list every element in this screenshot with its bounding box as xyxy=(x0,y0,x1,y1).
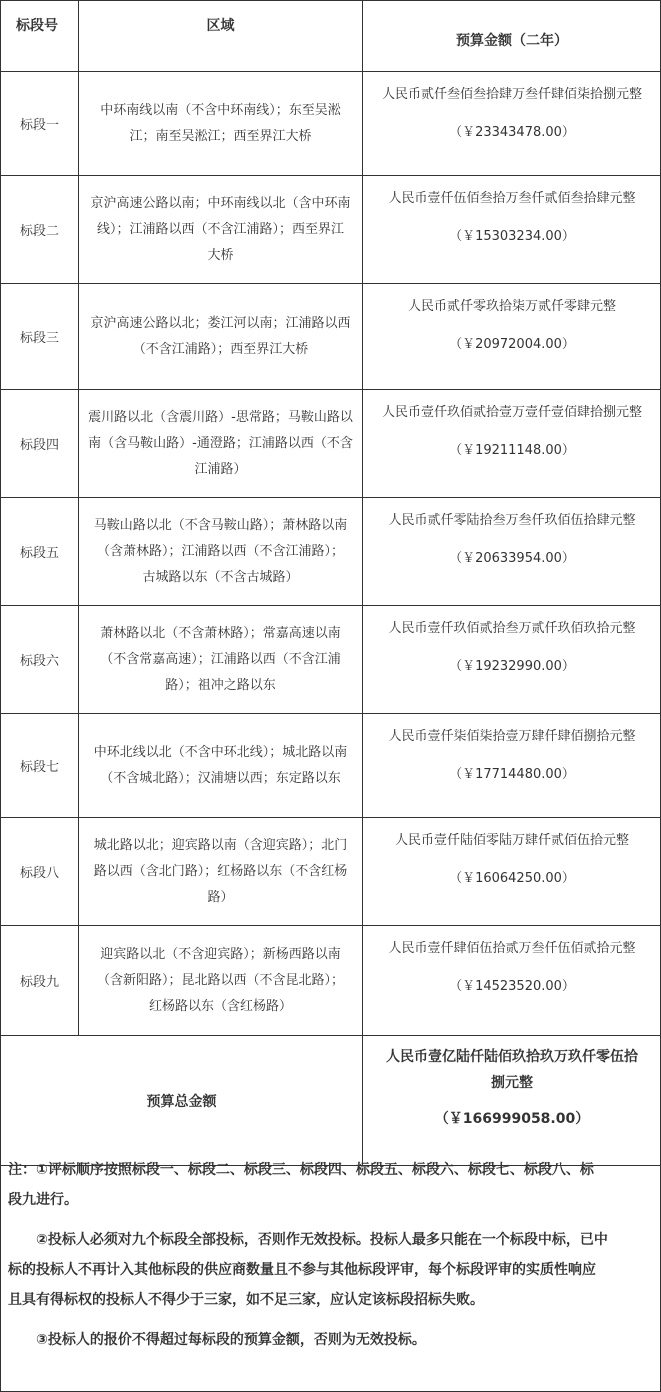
segment-cell: 标段二 xyxy=(1,176,79,284)
note-1-line-1: 注：①评标顺序按照标段一、标段二、标段三、标段四、标段五、标段六、标段七、标段八、标 xyxy=(8,1162,594,1178)
area-line: 古城路以东（不含古城路） xyxy=(142,569,299,585)
area-line: （含萧林路）；江浦路以西（不含江浦路）； xyxy=(96,543,344,559)
note-2-line-2: 标的投标人不再计入其他标段的供应商数量且不参与其他标段评审，每个标段评审的实质性响应 xyxy=(8,1262,596,1278)
budget-cell xyxy=(363,176,661,284)
segment-cell: 标段一 xyxy=(1,72,79,176)
table-row xyxy=(1,498,661,606)
area-line: 萧林路以北（不含萧林路）；常嘉高速以南 xyxy=(100,625,341,641)
table-row xyxy=(1,926,661,1036)
area-line: 中环北线以北（不含中环北线）；城北路以南 xyxy=(93,744,348,760)
total-label: 预算总金额 xyxy=(1,1036,363,1166)
segment-cell: 标段三 xyxy=(1,284,79,390)
table-row xyxy=(1,176,661,284)
note-2 xyxy=(0,1225,661,1315)
header-area: 区域 xyxy=(79,1,363,72)
amount-number: （￥19232990.00） xyxy=(449,659,575,674)
area-cell xyxy=(79,176,363,284)
area-line: 江浦路） xyxy=(194,461,247,477)
segment-cell: 标段七 xyxy=(1,714,79,818)
area-cell xyxy=(79,926,363,1036)
segment-cell: 标段八 xyxy=(1,818,79,926)
area-cell xyxy=(79,390,363,498)
header-segment: 标段号 xyxy=(1,1,79,72)
table-row xyxy=(1,606,661,714)
note-2-line-1: ②投标人必须对九个标段全部投标，否则作无效投标。投标人最多只能在一个标段中标，已中 xyxy=(36,1232,608,1248)
budget-cell xyxy=(363,390,661,498)
amount-number: （￥14523520.00） xyxy=(449,979,575,994)
amount-number: （￥20972004.00） xyxy=(449,337,575,352)
segment-cell: 标段四 xyxy=(1,390,79,498)
area-cell xyxy=(79,284,363,390)
budget-cell xyxy=(363,498,661,606)
area-line: 大桥 xyxy=(207,247,234,263)
area-line: （不含江浦路）；西至界江大桥 xyxy=(132,341,309,357)
area-line: （含新阳路）；昆北路以西（不含昆北路）； xyxy=(96,972,344,988)
area-line: 京沪高速公路以北；娄江河以南；江浦路以西 xyxy=(90,315,351,331)
note-3 xyxy=(0,1325,661,1355)
area-line: 路以西（含北门路）；红杨路以东（不含红杨 xyxy=(93,863,348,879)
area-line: 震川路以北（含震川路）-思常路；马鞍山路以 xyxy=(88,409,353,425)
amount-text: 人民币壹仟玖佰贰拾叁万贰仟玖佰玖拾元整 xyxy=(388,621,636,636)
budget-cell xyxy=(363,818,661,926)
table-row xyxy=(1,284,661,390)
table-header-row xyxy=(1,1,661,72)
area-cell xyxy=(79,714,363,818)
amount-number: （￥17714480.00） xyxy=(449,767,575,782)
notes xyxy=(0,1155,661,1355)
table-row xyxy=(1,714,661,818)
table-row xyxy=(1,72,661,176)
budget-cell xyxy=(363,926,661,1036)
note-1 xyxy=(0,1155,661,1215)
area-line: 红杨路以东（含红杨路） xyxy=(148,998,292,1014)
total-amount xyxy=(363,1036,661,1166)
area-cell xyxy=(79,72,363,176)
area-line: 路） xyxy=(207,889,234,905)
area-line: 线）；江浦路以西（不含江浦路）；西至界江 xyxy=(96,221,344,237)
area-line: 江；南至吴淞江；西至界江大桥 xyxy=(129,128,312,144)
area-cell xyxy=(79,818,363,926)
amount-text: 人民币壹仟伍佰叁拾万叁仟贰佰叁拾肆元整 xyxy=(388,191,636,206)
amount-text: 人民币贰仟零玖拾柒万贰仟零肆元整 xyxy=(407,299,616,314)
note-3-line-1: ③投标人的报价不得超过每标段的预算金额，否则为无效投标。 xyxy=(36,1332,426,1348)
budget-cell xyxy=(363,714,661,818)
amount-text: 人民币壹仟柒佰柒拾壹万肆仟肆佰捌拾元整 xyxy=(388,729,636,744)
area-line: 南（含马鞍山路）-通澄路；江浦路以西（不含 xyxy=(88,435,353,451)
note-1-line-2: 段九进行。 xyxy=(8,1192,78,1208)
area-cell xyxy=(79,498,363,606)
total-amount-number: （￥166999058.00） xyxy=(434,1111,590,1127)
area-line: 中环南线以南（不含中环南线）；东至吴淞 xyxy=(100,102,341,118)
amount-text: 人民币壹仟陆佰零陆万肆仟贰佰伍拾元整 xyxy=(394,833,629,848)
total-amount-text-1: 人民币壹亿陆仟陆佰玖拾玖万玖仟零伍拾 xyxy=(386,1049,638,1065)
total-amount-text-2: 捌元整 xyxy=(491,1075,533,1091)
budget-cell xyxy=(363,72,661,176)
table-row xyxy=(1,818,661,926)
amount-number: （￥19211148.00） xyxy=(449,443,575,458)
amount-number: （￥15303234.00） xyxy=(449,229,575,244)
area-line: （不含常嘉高速）；江浦路以西（不含江浦 xyxy=(100,651,341,667)
amount-text: 人民币贰仟零陆拾叁万叁仟玖佰伍拾肆元整 xyxy=(388,513,636,528)
area-line: 城北路以北；迎宾路以南（含迎宾路）；北门 xyxy=(93,837,348,853)
budget-cell xyxy=(363,606,661,714)
segment-cell: 标段五 xyxy=(1,498,79,606)
area-cell xyxy=(79,606,363,714)
amount-text: 人民币壹仟玖佰贰拾壹万壹仟壹佰肆拾捌元整 xyxy=(381,405,642,420)
area-line: 京沪高速公路以南；中环南线以北（含中环南 xyxy=(90,195,351,211)
segment-cell: 标段六 xyxy=(1,606,79,714)
total-row xyxy=(1,1036,661,1166)
amount-text: 人民币贰仟叁佰叁拾肆万叁仟肆佰柒拾捌元整 xyxy=(381,87,642,102)
amount-number: （￥16064250.00） xyxy=(449,871,575,886)
amount-text: 人民币壹仟肆佰伍拾贰万叁仟伍佰贰拾元整 xyxy=(388,941,636,956)
area-line: 迎宾路以北（不含迎宾路）；新杨西路以南 xyxy=(100,946,341,962)
area-line: 马鞍山路以北（不含马鞍山路）；萧林路以南 xyxy=(93,517,348,533)
table-row xyxy=(1,390,661,498)
note-2-line-3: 且具有得标权的投标人不得少于三家，如不足三家，应认定该标段招标失败。 xyxy=(8,1292,484,1308)
amount-number: （￥20633954.00） xyxy=(449,551,575,566)
budget-cell xyxy=(363,284,661,390)
area-line: （不含城北路）；汉浦塘以西；东定路以东 xyxy=(100,770,341,786)
area-line: 路）；祖冲之路以东 xyxy=(165,677,276,693)
amount-number: （￥23343478.00） xyxy=(449,125,575,140)
segment-cell: 标段九 xyxy=(1,926,79,1036)
header-budget: 预算金额（二年） xyxy=(363,1,661,72)
